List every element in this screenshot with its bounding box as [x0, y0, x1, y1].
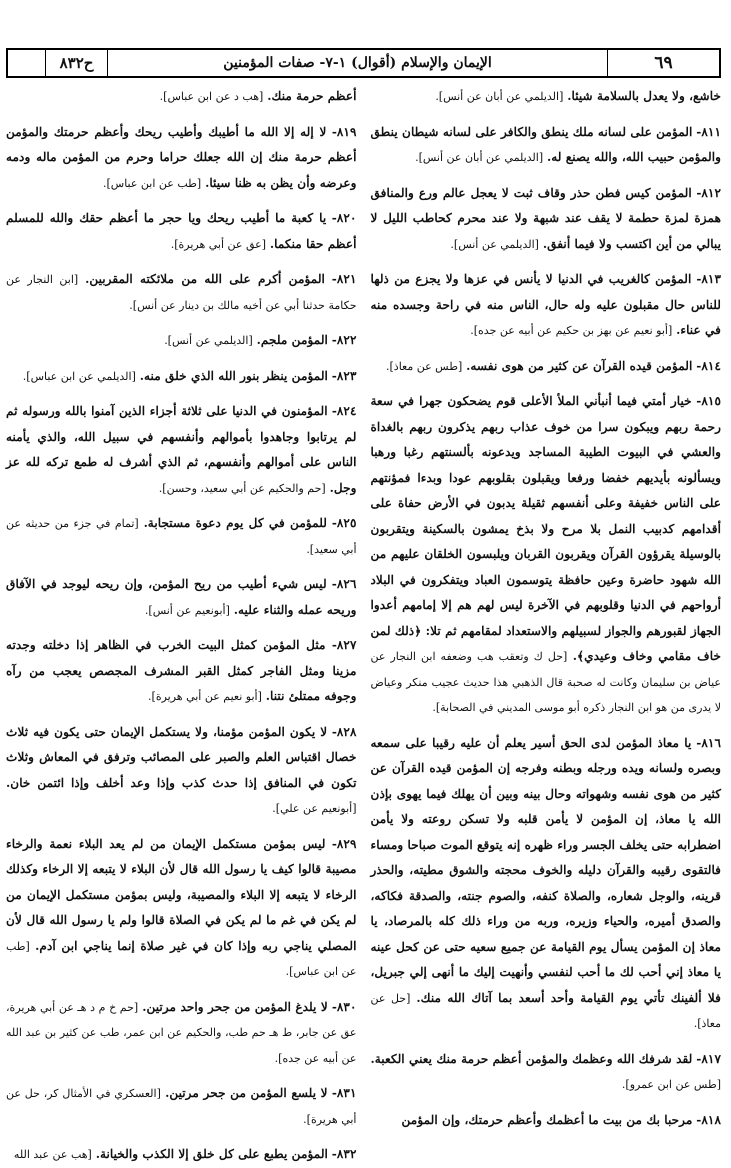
- hadith-entry: [6, 120, 357, 197]
- hadith-number: ٨١٢-: [696, 185, 722, 200]
- hadith-text: يا كعبة ما أطيب ريحك ويا حجر ما أعظم حقك والله للمسلم أعظم حقا منكما.: [6, 211, 357, 251]
- hadith-number: ٨١٥-: [696, 394, 721, 408]
- hadith-source: [حل عن معاذ].: [370, 991, 721, 1030]
- hadith-source: [الديلمي عن أنس].: [164, 334, 253, 347]
- hadith-text: المؤمن أكرم على الله من ملائكته المقربين.: [85, 272, 325, 286]
- hadith-source: [حل ك وتعقب هب وضعفه ابن النجار عن عياض بن سليمان وكانت له صحبة قال الذهبي هذا حديث عجيب منكر وعياض لا يدرى من هو ابن النجار ذكره أبو موسى المديني في الصحابة].: [370, 650, 721, 714]
- hadith-number: ٨٢٦-: [331, 577, 357, 591]
- hadith-entry: [6, 364, 357, 390]
- hadith-entry: [6, 995, 357, 1072]
- hadith-number: ٨٢٨-: [331, 724, 357, 739]
- hadith-entry: [6, 511, 357, 562]
- hadith-text: المؤمن على لسانه ملك ينطق والكافر على لسانه شيطان ينطق والمؤمن حبيب الله، والله يصنع له.: [370, 124, 721, 164]
- hadith-text: المؤمن كالغريب في الدنيا لا يأنس في عزها ولا يجزع من ذلها للناس حال مقبلون عليه وله حال، الناس منه في راحة وجسده منه في عناء.: [370, 272, 721, 337]
- hadith-source: [أبونعيم عن علي].: [272, 802, 357, 815]
- page-body: [6, 84, 722, 1161]
- hadith-text: خيار أمتي فيما أنبأني الملأ الأعلى قوم يضحكون جهرا في سعة رحمة ربهم ويبكون سرا من خوف عذاب ربهم يذكرون ربهم بالغداة والعشي في البيوت الطيبة المساجد ويدعونه بألسنتهم رغبا ورهبا ويسألونه بأيديهم خفضا ورفعا ويقبلون بقلوبهم عودا وبدءا فمؤنتهم على الناس خفيفة وعلى أنفسهم ثقيلة يدبون في الأرض حفاة على أقدامهم كدبيب النمل بلا مرح ولا بذخ يمشون بالسكينة ويتقربون بالوسيلة يقرؤون القرآن ويقربون القربان ويلبسون الخلقان عليهم من الله شهود حاضرة وعين حافظة يتوسمون العباد ويتفكرون في البلاد أرواحهم في الدنيا وقلوبهم في الآخرة ليس لهم هم إلا إمامهم أعدوا الجهاز لقبورهم والجواز لسبيلهم والاستعداد لمقامهم ثم تلا: ﴿ذلك لمن خاف مقامي وخاف وعيدي﴾.: [370, 394, 722, 663]
- hadith-source: [طب عن ابن عباس].: [102, 176, 202, 190]
- hadith-number: ٨٢٢-: [331, 333, 357, 347]
- hadith-text: يا معاذ المؤمن لدى الحق أسير يعلم أن عليه رقيبا على سمعه وبصره ولسانه ويده ورجله وبطنه وفرجه إن المؤمن قيده القرآن عن كثير من هوى نفسه وشهواته وحال بينه وبين أن يهلك فيما يهوى بإذن الله يا معاذ، إن المؤمن لا يأمن قلبه ولا تسكن روعته ولا يأمن اضطرابه حتى يخلف الجسر وراء ظهره إنه يتوقع الموت صباحا ومساء فالتقوى رقيبه والقرآن دليله والخوف محجته والشوق مطيته، والحذر قرينه، والوجل شعاره، والصلاة كنفه، والصوم جنته، والصدقة فكاكه، والصدق أميره، والحياء وزيره، وربه من وراء ذلك كله بالمرصاد، يا معاذ إن المؤمن يسأل يوم القيامة عن جميع سعيه حتى عن كحل عينه يا معاذ إني أحب لك ما أحب لنفسي وأنهيت إليك ما أنهى إلي جبريل، فلا ألفينك تأتي يوم القيامة وأحد أسعد بما آتاك الله منك.: [370, 735, 722, 1005]
- hadith-number: ٨٢٠-: [331, 211, 357, 225]
- hadith-entry: [6, 832, 357, 985]
- hadith-text: مثل المؤمن كمثل البيت الخرب في الظاهر إذا دخلته وجدته مزينا ومثل الفاجر كمثل القبر المشرف المجصص يعجب من رآه وجوفه ممتلئ نتنا.: [6, 638, 357, 703]
- hadith-number: ٨١٧-: [696, 1051, 721, 1066]
- hadith-text: لا يلدغ المؤمن من جحر واحد مرتين.: [142, 999, 328, 1014]
- hadith-text: المؤمن يطبع على كل خلق إلا الكذب والخيانة.: [95, 1147, 328, 1161]
- hadith-number: ٨٣٢-: [331, 1147, 357, 1161]
- hadith-entry: [371, 1047, 722, 1098]
- hadith-entry: [6, 720, 357, 822]
- hadith-entry: [371, 267, 722, 344]
- hadith-source: [أبو نعيم عن بهز بن حكيم عن أبيه عن جده].: [470, 324, 673, 337]
- hadith-text: لا إله إلا الله ما أطيبك وأطيب ريحك وأعظم حرمتك والمؤمن أعظم حرمة منك إن الله جعلك حراما وحرم من المؤمن ماله ودمه وعرضه وأن يظن به ظنا سيئا.: [6, 124, 357, 190]
- hadith-text: المؤمن قيده القرآن عن كثير من هوى نفسه.: [466, 358, 693, 373]
- hadith-source: [ابن النجار عن حكامة حدثنا أبي عن أخيه مالك بن دينار عن أنس].: [6, 273, 357, 312]
- hadith-entry: [6, 633, 357, 710]
- hadith-text: المؤمنون في الدنيا على ثلاثة أجزاء الذين آمنوا بالله ورسوله ثم لم يرتابوا وجاهدوا بأموالهم وأنفسهم في سبيل الله، والذي يأمنه الناس على أموالهم وأنفسهم، ثم الذي أشرف له طمع تركه لله عز وجل.: [6, 404, 357, 495]
- hadith-number: ٨١٦-: [696, 735, 721, 750]
- hadith-text: مرحبا بك من بيت ما أعظمك وأعظم حرمتك، وإن المؤمن: [401, 1112, 693, 1127]
- hadith-entry: [371, 731, 722, 1037]
- hadith-text: ليس شيء أطيب من ريح المؤمن، وإن ريحه ليوجد في الآفاق وريحه عمله والثناء عليه.: [6, 577, 357, 617]
- hadith-text: للمؤمن في كل يوم دعوة مستجابة.: [143, 516, 327, 530]
- hadith-number: ٨٢٩-: [331, 836, 357, 851]
- hadith-entry: [371, 354, 722, 380]
- hadith-source: [الديلمي عن ابن عباس].: [22, 369, 136, 383]
- hadith-text: لقد شرفك الله وعظمك والمؤمن أعظم حرمة منك يعني الكعبة.: [370, 1051, 693, 1066]
- hadith-entry: [371, 1108, 722, 1134]
- hadith-text: ليس بمؤمن مستكمل الإيمان من لم يعد البلاء نعمة والرخاء مصيبة قالوا كيف يا رسول الله قال لأن البلاء لا يتبعه إلا الرخاء وكذلك الرخاء لا يتبعه إلا البلاء والمصيبة، وليس بمؤمن مستكمل الإيمان من لم يكن في غم ما لم يكن في الصلاة قالوا ولم يا رسول الله قال لأن المصلي يناجي ربه وإذا كان في غير صلاة إنما يناجي ابن آدم.: [6, 836, 357, 953]
- hadith-source: [طس عن معاذ].: [386, 359, 463, 373]
- hadith-source: [طب عن ابن عباس].: [6, 939, 357, 978]
- hadith-source: [هب د عن ابن عباس].: [159, 90, 264, 103]
- hadith-text: خاشع، ولا يعدل بالسلامة شيئا.: [567, 89, 721, 103]
- left-column: [6, 84, 357, 1161]
- hadith-source: [الديلمي عن أنس].: [450, 237, 539, 251]
- hadith-number: ٨٢١-: [331, 272, 357, 286]
- hadith-text: المؤمن ينظر بنور الله الذي خلق منه.: [139, 368, 328, 383]
- hadith-text: لا يكون المؤمن مؤمنا، ولا يستكمل الإيمان حتى يكون فيه ثلاث خصال اقتباس العلم والصبر على المصائب وترفق في المعاش وثلاث تكون في المنافق إذا حدث كذب وإذا وعد أخلف وإذا ائتمن خان.: [6, 724, 357, 790]
- hadith-text: المؤمن ملجم.: [256, 333, 328, 347]
- hadith-number: ٨١٨-: [696, 1112, 721, 1127]
- running-title: الإيمان والإسلام (أقوال) ١-٧- صفات المؤمنين: [107, 50, 607, 76]
- hadith-number: ٨١٩-: [331, 124, 357, 139]
- hadith-entry: [371, 389, 722, 721]
- hadith-source: [الديلمي عن أبان عن أنس].: [435, 90, 564, 103]
- hadith-source: [حم خ م د هـ عن أبي هريرة، عق عن جابر، ط هـ حم طب، والحكيم عن ابن عمر، طب عن كثير بن عبد الله عن أبيه عن جده].: [6, 1000, 357, 1065]
- hadith-source: [طس عن ابن عمرو].: [621, 1078, 721, 1091]
- hadith-number: ٨٢٧-: [331, 638, 357, 652]
- hadith-source: [أبو نعيم عن أبي هريرة].: [148, 690, 262, 703]
- hadith-source: [حم والحكيم عن أبي سعيد، وحسن].: [158, 481, 326, 495]
- hadith-entry: [371, 120, 722, 171]
- hadith-source: [عق عن أبي هريرة].: [170, 237, 267, 251]
- hadith-text: المؤمن كيس فطن حذر وقاف ثبت لا يعجل عالم ورع والمنافق همزة لمزة حطمة لا يقف عند شبهة ولا عند محرم كحاطب الليل لا يبالي من أين اكتسب ولا فيما أنفق.: [370, 185, 721, 251]
- hadith-source: [العسكري في الأمثال كر، حل عن أبي هريرة].: [6, 1087, 357, 1126]
- hadith-text: أعظم حرمة منك.: [267, 89, 357, 103]
- hadith-entry: [6, 267, 357, 318]
- hadith-number: ٨٢٤-: [331, 404, 357, 418]
- hadith-number: ٨١١-: [696, 124, 721, 139]
- hadith-number: ٨٣١-: [331, 1086, 357, 1100]
- right-column: [370, 84, 722, 1127]
- hadith-number: ٨٣٠-: [331, 999, 357, 1014]
- hadith-entry: [6, 1142, 357, 1168]
- hadith-number: ٨٢٣-: [331, 368, 357, 383]
- hadith-entry: [6, 572, 357, 623]
- hadith-entry: [6, 206, 357, 257]
- hadith-range: ح٨٣٢: [45, 50, 107, 76]
- header-blank-cell: [8, 50, 45, 76]
- hadith-number: ٨١٤-: [696, 358, 721, 373]
- hadith-source: [أبونعيم عن أنس].: [144, 603, 230, 617]
- hadith-text: لا يلسع المؤمن من جحر مرتين.: [165, 1086, 328, 1100]
- hadith-number: ٨٢٥-: [331, 516, 357, 530]
- hadith-number: ٨١٣-: [696, 272, 722, 286]
- page-number: ٦٩: [607, 50, 719, 76]
- hadith-entry: [6, 399, 357, 501]
- hadith-source: [تمام في جزء من حديثه عن أبي سعيد].: [6, 517, 357, 556]
- hadith-entry: [6, 84, 357, 110]
- hadith-entry: [6, 1081, 357, 1132]
- hadith-source: [هب عن عبد الله: [13, 1148, 92, 1161]
- hadith-entry: [6, 328, 357, 354]
- page-header: [6, 48, 721, 78]
- hadith-entry: [371, 84, 722, 110]
- hadith-entry: [371, 181, 722, 258]
- hadith-source: [الديلمي عن أبان عن أنس].: [415, 151, 544, 164]
